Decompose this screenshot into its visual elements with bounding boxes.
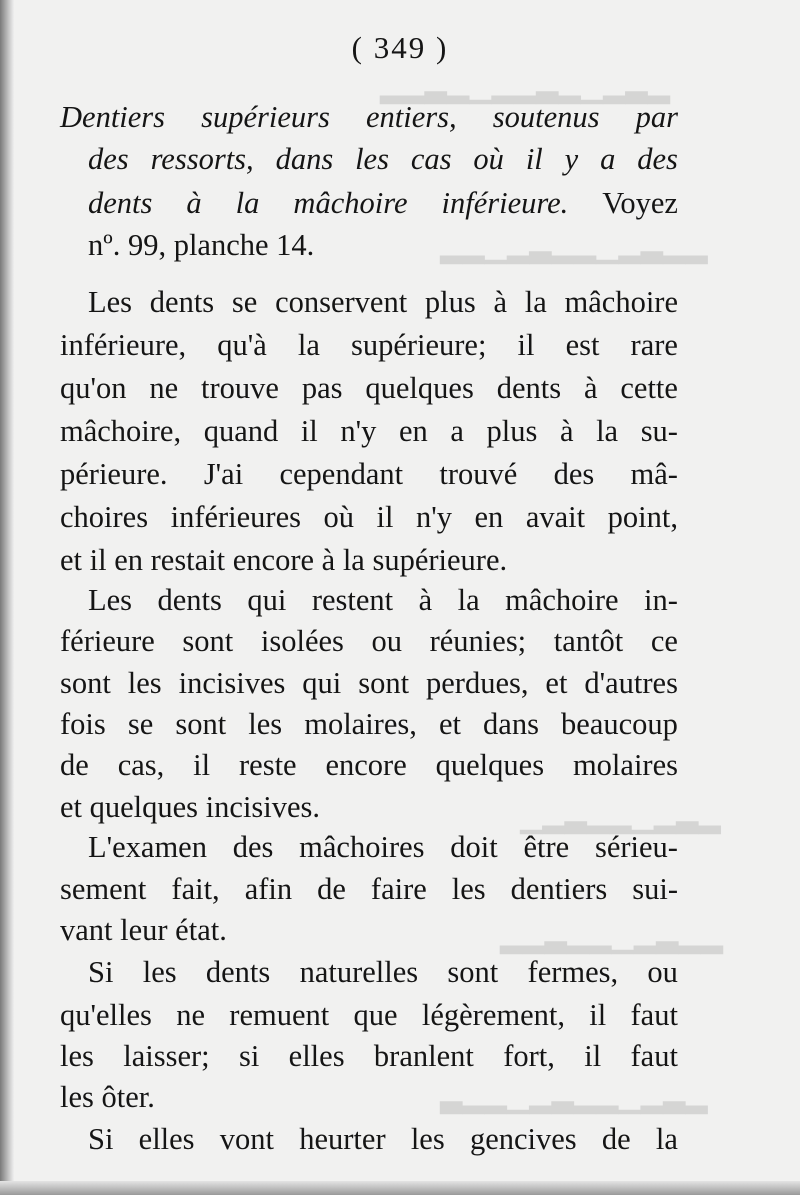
word: conservent: [275, 285, 408, 319]
word: des: [637, 142, 678, 176]
word: fois: [60, 707, 106, 741]
word: sui-: [632, 872, 678, 906]
word: y: [564, 142, 579, 176]
word: sont: [182, 624, 234, 658]
text-line: les ôter.: [60, 1080, 155, 1114]
show-through: ▂▂▃▂▁▂▂▃▂▂: [500, 922, 724, 954]
word: les: [60, 1039, 94, 1073]
word: avait: [525, 500, 586, 534]
word: su-: [640, 414, 678, 448]
word: fait,: [171, 872, 220, 906]
word: trouve: [201, 371, 279, 405]
word: sement: [60, 872, 147, 906]
word: elles: [288, 1039, 345, 1073]
word: a: [600, 142, 616, 176]
page-gutter-shadow: [0, 0, 14, 1195]
word: L'examen: [88, 830, 207, 864]
word: ne: [176, 998, 205, 1032]
word: inférieure,: [60, 328, 187, 362]
text-line: [60, 750, 678, 781]
word: qu'elles: [60, 998, 152, 1032]
word: de: [317, 872, 346, 906]
word: dents: [205, 955, 271, 989]
word: dents: [157, 583, 222, 617]
word: plus: [486, 414, 538, 448]
word: mâchoire: [564, 285, 678, 319]
word: réunies;: [429, 624, 527, 658]
show-through: ▂▃▂▁▂▂▃▂▁: [520, 802, 721, 834]
word: dentiers: [510, 872, 608, 906]
word: rare: [630, 328, 678, 362]
word: cas,: [117, 748, 165, 782]
word: à: [186, 186, 202, 220]
word: à: [493, 285, 508, 319]
word: il: [376, 500, 394, 534]
text-line: [60, 459, 678, 490]
word: faire: [370, 872, 427, 906]
word: les: [410, 1122, 445, 1156]
word: supérieure;: [350, 328, 487, 362]
text-line: [60, 1000, 678, 1031]
word: doit: [450, 830, 498, 864]
word: qu'on: [60, 371, 127, 405]
word: in-: [644, 583, 678, 617]
text-line: [60, 416, 678, 447]
word: elles: [138, 1122, 195, 1156]
word: ressorts,: [150, 142, 254, 176]
word: soutenus: [492, 100, 600, 134]
word: entiers,: [366, 100, 457, 134]
word: restent: [311, 583, 394, 617]
word: mâchoire: [505, 583, 619, 617]
word: sont: [175, 707, 227, 741]
word: sérieu-: [594, 830, 678, 864]
word: n'y: [340, 414, 377, 448]
word: dents: [88, 186, 153, 220]
word: trouvé: [439, 457, 518, 491]
word: incisives: [178, 666, 286, 700]
word: n'y: [416, 500, 452, 534]
word: la: [655, 1122, 678, 1156]
word: faut: [630, 998, 678, 1032]
word: dans: [275, 142, 334, 176]
word: légèrement,: [421, 998, 565, 1032]
word: être: [523, 830, 570, 864]
word: par: [635, 100, 678, 134]
word: ce: [650, 624, 678, 658]
word: les: [355, 142, 389, 176]
word: que: [353, 998, 398, 1032]
word: qui: [302, 666, 342, 700]
word: a: [450, 414, 464, 448]
word: si: [238, 1039, 260, 1073]
word: dans: [483, 707, 539, 741]
word: tantôt: [553, 624, 624, 658]
word: où: [473, 142, 504, 176]
word: les: [127, 666, 162, 700]
word: des: [88, 142, 129, 176]
heading-line-3: [88, 188, 678, 219]
word: choires: [60, 500, 149, 534]
word: se: [231, 285, 258, 319]
word: gencives: [469, 1122, 577, 1156]
word: Les: [88, 583, 133, 617]
word: fermes,: [527, 955, 619, 989]
word: encore: [325, 748, 407, 782]
show-through: ▂▃▂▁▂▃▂▂▁▂▃▂▂: [380, 72, 670, 104]
word: plus: [424, 285, 476, 319]
word: dents: [496, 371, 562, 405]
text-line: et il en restait encore à la supérieure.: [60, 543, 508, 577]
word: de: [60, 748, 89, 782]
text-line: [60, 1041, 678, 1072]
text-line: [88, 585, 678, 616]
text-line: vant leur état.: [60, 913, 227, 947]
word: ne: [149, 371, 179, 405]
word: isolées: [260, 624, 344, 658]
word: laisser;: [123, 1039, 210, 1073]
word: il: [300, 414, 318, 448]
word: se: [127, 707, 154, 741]
word: mâchoire,: [60, 414, 182, 448]
word: férieure: [60, 624, 155, 658]
word: la: [524, 285, 547, 319]
word: quand: [203, 414, 279, 448]
text-line: [60, 626, 678, 657]
text-line: [88, 832, 678, 863]
word: beaucoup: [561, 707, 678, 741]
text-line: et quelques incisives.: [60, 790, 321, 824]
text-line: [88, 957, 678, 988]
word: la: [235, 186, 260, 220]
page-bottom-edge: [0, 1181, 800, 1195]
show-through: ▂▂▃▂▁▂▂▃▂▁▂▂: [440, 232, 708, 264]
word: molaires: [572, 748, 678, 782]
text-line: [60, 502, 678, 533]
word: en: [398, 414, 428, 448]
word: il: [517, 328, 535, 362]
word: sont: [60, 666, 111, 700]
word: Dentiers: [60, 100, 166, 134]
word: cependant: [279, 457, 404, 491]
word: faut: [630, 1039, 678, 1073]
word: pas: [301, 371, 343, 405]
word: cette: [620, 371, 678, 405]
word: il: [589, 998, 607, 1032]
text-line: nº. 99, planche 14.: [88, 228, 315, 262]
word: il: [193, 748, 211, 782]
text-line: [60, 709, 678, 740]
text-line: [60, 874, 678, 905]
text-line: [88, 1124, 678, 1155]
text-line: [60, 330, 678, 361]
word: mâchoire: [293, 186, 408, 220]
word: à: [418, 583, 433, 617]
word: perdues,: [426, 666, 529, 700]
word: heurter: [299, 1122, 386, 1156]
word: il: [525, 142, 543, 176]
word: des: [232, 830, 274, 864]
word: mâchoires: [299, 830, 425, 864]
word: supérieurs: [201, 100, 330, 134]
word: et: [438, 707, 461, 741]
word: périeure.: [60, 457, 168, 491]
word: des: [553, 457, 595, 491]
word: fort,: [503, 1039, 555, 1073]
word: sont: [447, 955, 499, 989]
word: inférieure.: [441, 186, 569, 220]
word: inférieures: [170, 500, 301, 534]
word: d'autres: [584, 666, 678, 700]
word: sont: [358, 666, 410, 700]
word: à: [583, 371, 598, 405]
word: quelques: [435, 748, 545, 782]
word: quelques: [365, 371, 474, 405]
word: les: [142, 955, 177, 989]
word: en: [474, 500, 504, 534]
word: la: [457, 583, 480, 617]
word: la: [297, 328, 320, 362]
word: ou: [371, 624, 402, 658]
page-number: ( 349 ): [351, 30, 449, 65]
word: mâ-: [630, 457, 678, 491]
heading-line-1: [60, 102, 678, 133]
word: ou: [647, 955, 678, 989]
word: molaires,: [304, 707, 417, 741]
word: Si: [88, 1122, 114, 1156]
word: Les: [88, 285, 133, 319]
word: point,: [607, 500, 678, 534]
word: dents: [149, 285, 215, 319]
word: afin: [244, 872, 293, 906]
word: les: [451, 872, 486, 906]
word: et: [545, 666, 568, 700]
word: de: [601, 1122, 631, 1156]
word: qu'à: [217, 328, 267, 362]
word: est: [565, 328, 600, 362]
word: naturelles: [299, 955, 419, 989]
word: à: [559, 414, 574, 448]
word: il: [584, 1039, 602, 1073]
text-line: [88, 287, 678, 318]
show-through: ▂▃▂▁▂▂▃▂▁▂▂▃: [440, 1082, 708, 1114]
word: qui: [247, 583, 287, 617]
word: remuent: [229, 998, 330, 1032]
text-line: [60, 668, 678, 699]
word: branlent: [373, 1039, 474, 1073]
word: J'ai: [203, 457, 244, 491]
word: Voyez: [602, 186, 678, 220]
text-line: [60, 373, 678, 404]
word: la: [596, 414, 619, 448]
word: Si: [88, 955, 114, 989]
heading-line-2: [88, 144, 678, 175]
word: vont: [219, 1122, 275, 1156]
word: reste: [239, 748, 297, 782]
word: où: [323, 500, 355, 534]
word: les: [248, 707, 283, 741]
word: cas: [410, 142, 452, 176]
